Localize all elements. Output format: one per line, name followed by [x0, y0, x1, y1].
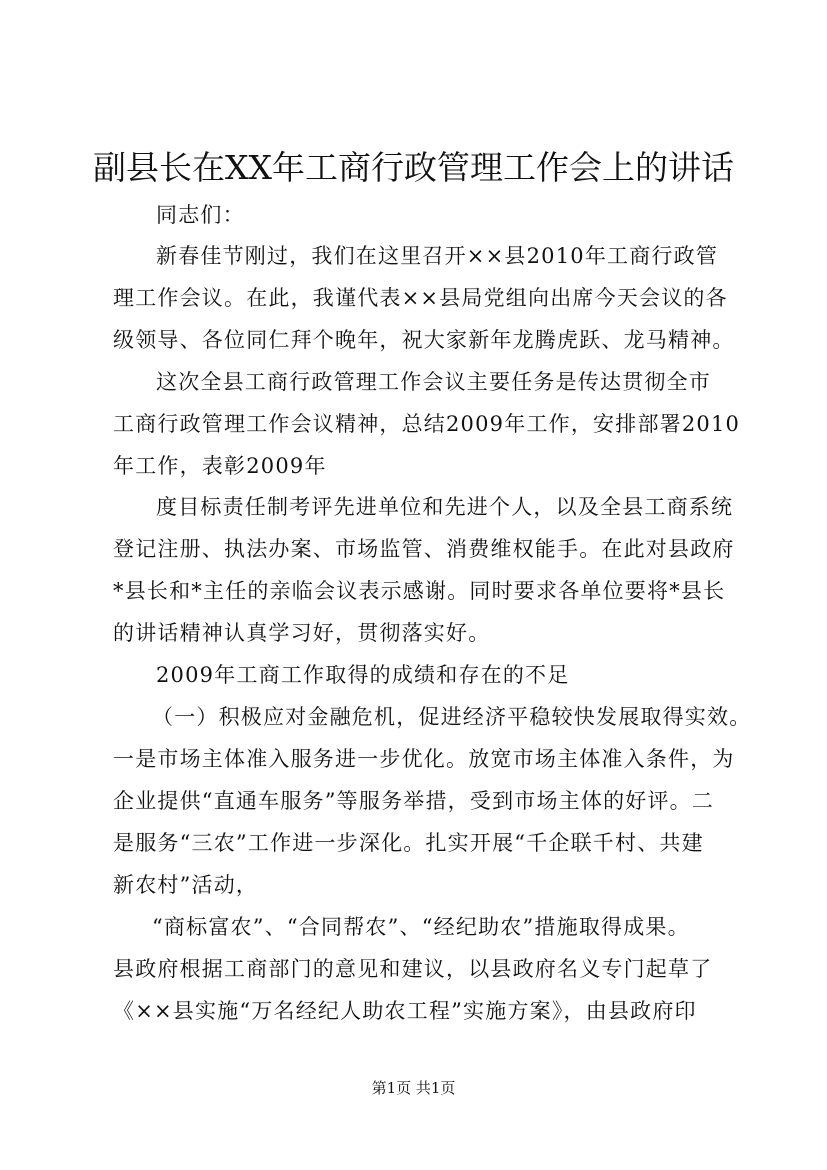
paragraph-line: 理工作会议。在此，我谨代表××县局党组向出席今天会议的各 — [113, 286, 728, 310]
paragraph-line: 的讲话精神认真学习好，贯彻落实好。 — [113, 621, 491, 645]
paragraph-line: 是服务“三农”工作进一步深化。扎实开展“千企联千村、共建 — [113, 831, 704, 855]
paragraph-line: 登记注册、执法办案、市场监管、消费维权能手。在此对县政府 — [113, 537, 735, 561]
paragraph-line: 《××县实施“万名经纪人助农工程”实施方案》，由县政府印 — [113, 999, 697, 1023]
section-heading: 2009年工商工作取得的成绩和存在的不足 — [156, 663, 570, 687]
paragraph-line: 新春佳节刚过，我们在这里召开××县2010年工商行政管 — [156, 244, 719, 268]
paragraph-line: 县政府根据工商部门的意见和建议，以县政府名义专门起草了 — [113, 957, 713, 981]
page-number-footer: 第1页 共1页 — [371, 1079, 456, 1097]
document-title: 副县长在XX年工商行政管理工作会上的讲话 — [93, 148, 734, 187]
paragraph-line: 年工作，表彰2009年 — [113, 454, 327, 478]
paragraph-line: “商标富农”、“合同帮农”、“经纪助农”措施取得成果。 — [152, 915, 690, 939]
paragraph-line: 级领导、各位同仁拜个晚年，祝大家新年龙腾虎跃、龙马精神。 — [113, 328, 735, 352]
paragraph-line: 一是市场主体准入服务进一步优化。放宽市场主体准入条件，为 — [113, 747, 735, 771]
subsection-heading: （一）积极应对金融危机，促进经济平稳较快发展取得实效。 — [152, 705, 752, 729]
paragraph-line: 度目标责任制考评先进单位和先进个人，以及全县工商系统 — [156, 495, 734, 519]
paragraph-line: 企业提供“直通车服务”等服务举措，受到市场主体的好评。二 — [113, 789, 715, 813]
paragraph-line: 同志们： — [156, 203, 245, 227]
paragraph-line: 工商行政管理工作会议精神，总结2009年工作，安排部署2010 — [113, 412, 741, 436]
paragraph-line: *县长和*主任的亲临会议表示感谢。同时要求各单位要将*县长 — [113, 579, 726, 603]
paragraph-line: 新农村”活动， — [113, 873, 259, 897]
paragraph-line: 这次全县工商行政管理工作会议主要任务是传达贯彻全市 — [156, 370, 711, 394]
